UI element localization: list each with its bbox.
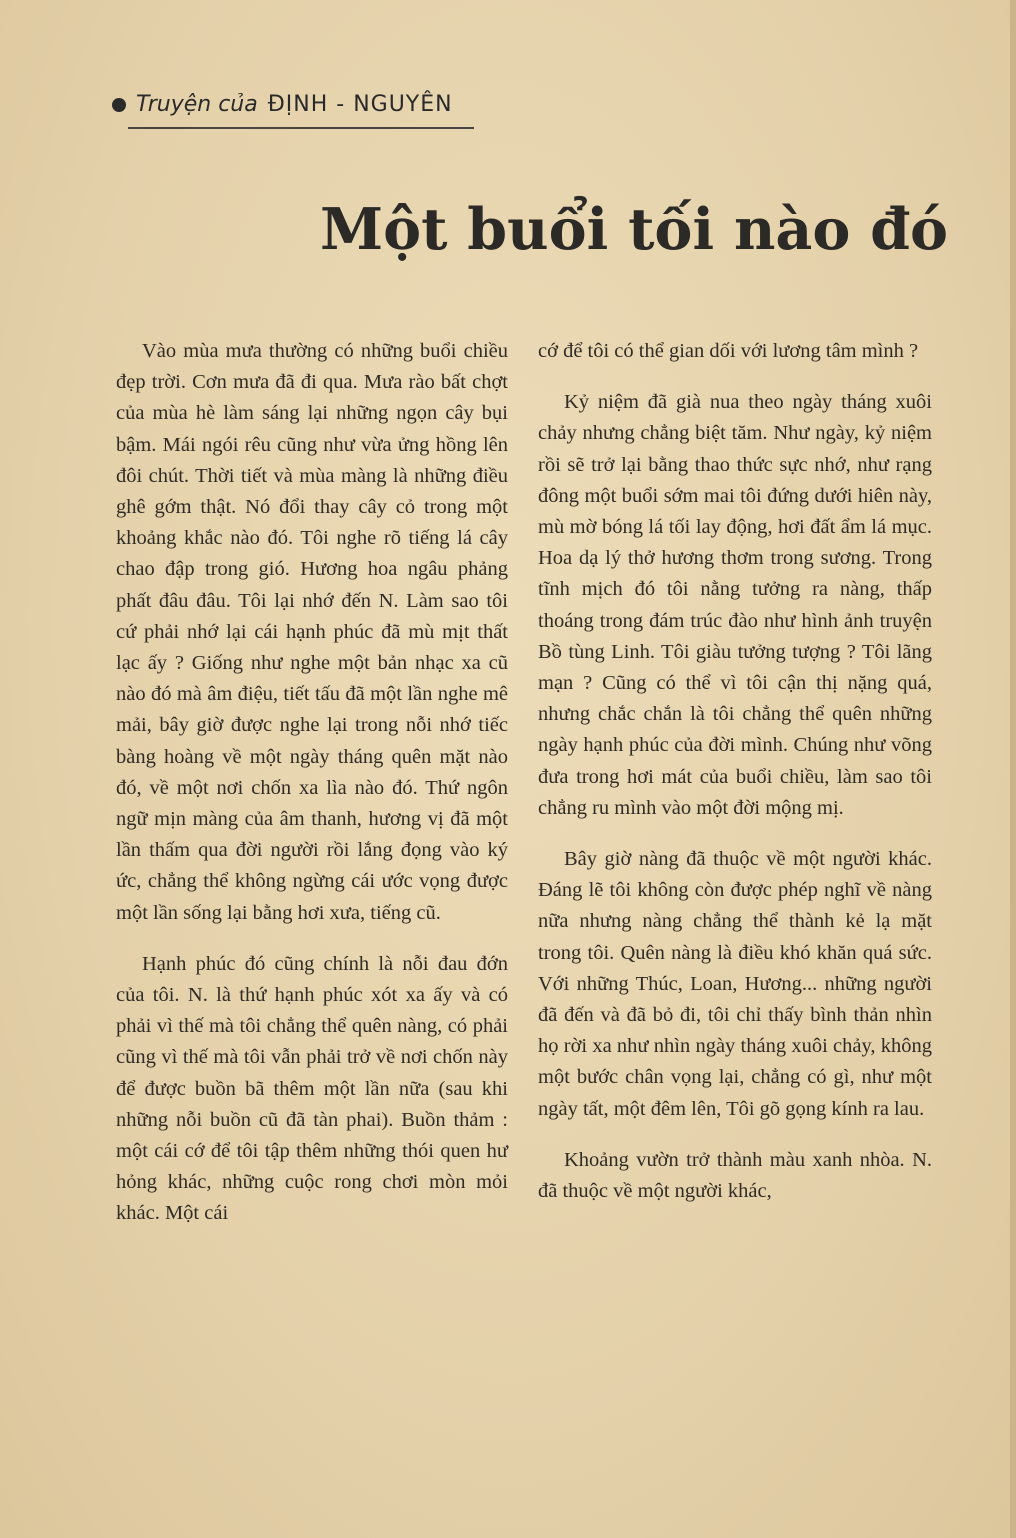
- paragraph: cớ để tôi có thể gian dối với lương tâm mình ?: [538, 340, 919, 362]
- paragraph: Bây giờ nàng đã thuộc về một người khác. Đáng lẽ tôi không còn được phép nghĩ về nàng nữa nhưng nàng chẳng thể thành kẻ lạ mặt trong tôi. Quên nàng là điều khó khăn quá sức. Với những Thúc, Loan, Hương... những người đã đến và đã bỏ đi, tôi chỉ thấy bình thản nhìn họ rời xa như nhìn ngày tháng xuôi chảy, không một bước chân vọng lại, chẳng có gì, như một ngày tất, một đêm lên, Tôi gõ gọng kính ra lau.: [538, 848, 932, 1120]
- bullet-icon: [112, 98, 126, 112]
- story-header: [112, 92, 453, 117]
- right-column: [538, 336, 932, 1227]
- story-title: Một buổi tối nào đó: [320, 196, 949, 263]
- paragraph: Kỷ niệm đã già nua theo ngày tháng xuôi chảy nhưng chẳng biệt tăm. Như ngày, kỷ niệm rồi sẽ trở lại bằng thao thức sực nhớ, như rạng đông một buổi sớm mai tôi đứng dưới hiên này, mù mờ bóng lá tối lay động, hơi đất ẩm lá mục. Hoa dạ lý thở hương thơm trong sương. Trong tĩnh mịch đó tôi nằng tưởng ra nàng, thấp thoáng trong đám trúc đào như hình ảnh truyện Bồ tùng Linh. Tôi giàu tưởng tượng ? Tôi lãng mạn ? Cũng có thể vì tôi cận thị nặng quá, nhưng chắc chắn là tôi chẳng thể quên những ngày hạnh phúc của đời mình. Chúng như võng đưa trong hơi mát của buổi chiều, làm sao tôi chẳng ru mình vào một đời mộng mị.: [538, 391, 932, 819]
- header-kicker: Truyện của: [136, 92, 258, 117]
- left-column: [116, 336, 508, 1250]
- header-underline: [128, 127, 474, 129]
- page-edge: [1010, 0, 1016, 1538]
- paragraph: Khoảng vườn trở thành màu xanh nhòa. N. đã thuộc về một người khác,: [538, 1148, 932, 1203]
- paragraph: Vào mùa mưa thường có những buổi chiều đẹp trời. Cơn mưa đã đi qua. Mưa rào bất chợt của mùa hè làm sáng lại những ngọn cây bụi bậm. Mái ngói rêu cũng như vừa ửng hồng lên đôi chút. Thời tiết và mùa màng là những điều ghê gớm thật. Nó đổi thay cây cỏ trong một khoảng khắc nào đó. Tôi nghe rõ tiếng lá cây chao đập trong gió. Hương hoa ngâu phảng phất đâu đâu. Tôi lại nhớ đến N. Làm sao tôi cứ phải nhớ lại cái hạnh phúc đã mù mịt thất lạc ấy ? Giống như nghe một bản nhạc xa cũ nào đó mà âm điệu, tiết tấu đã một lần nghe mê mải, bây giờ được nghe lại trong nỗi nhớ tiếc bàng hoàng về một ngày tháng quên mặt nào đó, về một nơi chốn xa lìa nào đó. Thứ ngôn ngữ mịn màng của âm thanh, hương vị đã một lần thấm qua đời người rồi lắng đọng vào ký ức, chẳng thể không ngừng cái ước vọng được một lần sống lại bằng hơi xưa, tiếng cũ.: [116, 340, 508, 924]
- author-name: ĐỊNH - NGUYÊN: [267, 92, 453, 117]
- paragraph: Hạnh phúc đó cũng chính là nỗi đau đớn của tôi. N. là thứ hạnh phúc xót xa ấy và có phải vì thế mà tôi chẳng thể quên nàng, có phải cũng vì thế mà tôi vẫn phải trở về nơi chốn này để được buồn bã thêm một lần nữa (sau khi những nỗi buồn cũ đã tàn phai). Buồn thảm : một cái cớ để tôi tập thêm những thói quen hư hỏng khác, những cuộc rong chơi mòn mỏi khác. Một cái: [116, 952, 508, 1225]
